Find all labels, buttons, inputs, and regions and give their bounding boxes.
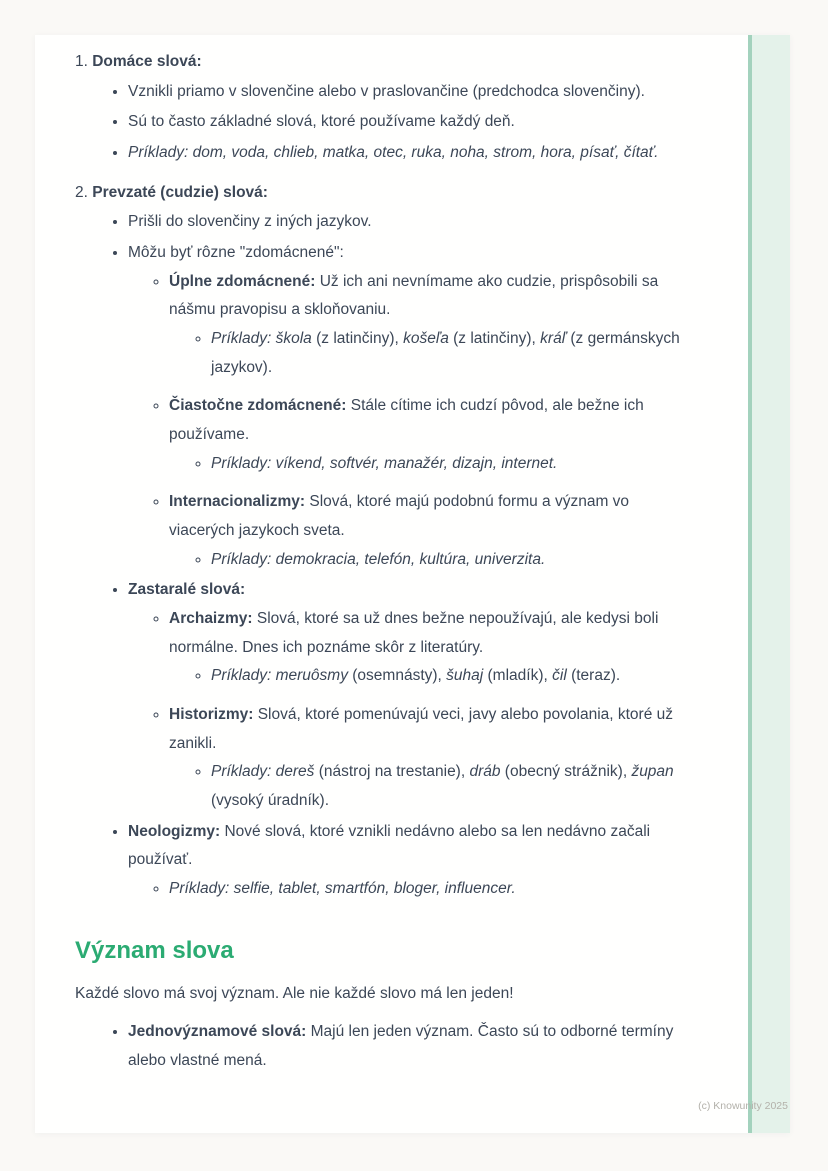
list-item <box>169 392 695 478</box>
list-item <box>211 450 695 479</box>
section-number: 2. <box>75 183 93 201</box>
list-item-text <box>128 1018 695 1075</box>
text-segment: Úplne zdomácnené: <box>169 272 316 290</box>
text-segment: Už ich ani nevnímame ako cudzie, prispôsobili sa nášmu pravopisu a skloňovaniu. <box>169 272 659 319</box>
bullet-list-level-1 <box>75 78 695 168</box>
list-item-text <box>169 605 695 662</box>
document-card <box>35 35 790 1133</box>
list-item-text <box>128 78 695 107</box>
bullet-list-level-3 <box>169 546 695 575</box>
text-segment: (teraz). <box>566 667 621 685</box>
text-segment: šuhaj <box>446 667 484 685</box>
numbered-section <box>75 179 695 904</box>
text-segment: Archaizmy: <box>169 610 253 628</box>
text-segment: (z latinčiny), <box>448 330 541 348</box>
bullet-list-level-3 <box>169 662 695 691</box>
text-segment: Môžu byť rôzne "zdomácnené": <box>128 244 344 262</box>
bullet-list-level-3 <box>169 325 695 382</box>
text-segment: (mladík), <box>483 667 553 685</box>
text-segment: Príklady: škola <box>211 330 312 348</box>
numbered-section <box>75 48 695 168</box>
text-segment: Čiastočne zdomácnené: <box>169 397 347 415</box>
list-item <box>211 758 695 815</box>
text-segment: Príklady: dom, voda, chlieb, matka, otec, ruka, noha, strom, hora, písať, čítať. <box>128 144 659 162</box>
final-list <box>75 1018 695 1075</box>
text-segment: Stále cítime ich cudzí pôvod, ale bežne ich používame. <box>169 397 644 444</box>
list-item-text <box>211 662 695 691</box>
text-segment: Príklady: meruôsmy <box>211 667 348 685</box>
text-segment: kráľ <box>540 330 567 348</box>
bullet-list-level-1 <box>75 208 695 903</box>
bullet-list-level-2 <box>128 268 695 575</box>
bullet-list-level-2 <box>128 605 695 816</box>
text-segment: (nástroj na trestanie), <box>314 763 470 781</box>
text-segment: Príklady: demokracia, telefón, kultúra, univerzita. <box>211 550 546 568</box>
text-segment: dráb <box>469 763 501 781</box>
list-item-text <box>169 392 695 449</box>
list-item-text <box>211 546 695 575</box>
text-segment: Historizmy: <box>169 706 254 724</box>
list-item-text <box>169 875 695 904</box>
text-segment: Slová, ktoré majú podobnú formu a význam vo viacerých jazykoch sveta. <box>169 493 630 540</box>
text-segment: Vznikli priamo v slovenčine alebo v praslovančine (predchodca slovenčiny). <box>128 82 645 100</box>
list-item-text <box>128 139 695 168</box>
list-item <box>128 1018 695 1075</box>
numbered-section-title <box>75 179 695 208</box>
list-item-text <box>211 758 695 815</box>
list-item-text <box>128 818 695 875</box>
list-item-text <box>211 325 695 382</box>
bullet-list-level-2 <box>128 875 695 904</box>
numbered-sections <box>75 48 695 904</box>
list-item-text <box>169 701 695 758</box>
text-segment: (z germánskych jazykov). <box>211 330 680 376</box>
list-item-text <box>128 108 695 137</box>
text-segment: košeľa <box>403 330 449 348</box>
text-segment: (vysoký úradník). <box>211 792 330 810</box>
list-item-text <box>128 239 695 268</box>
list-item-text <box>128 576 695 605</box>
list-item <box>128 78 695 107</box>
text-segment: Jednovýznamové slová: <box>128 1023 307 1041</box>
bullet-list-level-3 <box>169 450 695 479</box>
list-item <box>169 605 695 691</box>
text-segment: Príklady: dereš <box>211 763 315 781</box>
list-item <box>128 108 695 137</box>
text-segment: Majú len jeden význam. Často sú to odborné termíny alebo vlastné mená. <box>128 1023 674 1069</box>
document-content <box>35 35 790 1075</box>
intro-paragraph: Každé slovo má svoj význam. Ale nie každé slovo má len jeden! <box>75 985 514 1003</box>
watermark: (c) Knowunity 2025 <box>698 1100 788 1112</box>
text-segment: (osemnásty), <box>347 667 447 685</box>
list-item-text <box>169 268 695 325</box>
numbered-section-title <box>75 48 695 77</box>
text-segment: Príklady: selfie, tablet, smartfón, bloger, influencer. <box>169 880 516 898</box>
list-item-text <box>169 488 695 545</box>
text-segment: Neologizmy: <box>128 822 221 840</box>
list-item <box>211 662 695 691</box>
list-item <box>128 208 695 237</box>
text-segment: Nové slová, ktoré vznikli nedávno alebo sa len nedávno začali používať. <box>128 822 651 869</box>
text-segment: (z latinčiny), <box>311 330 404 348</box>
list-item-text <box>128 208 695 237</box>
text-segment: Sú to často základné slová, ktoré používame každý deň. <box>128 113 515 131</box>
bullet-list-level-1 <box>75 1018 695 1075</box>
text-segment: Slová, ktoré pomenúvajú veci, javy alebo povolania, ktoré už zanikli. <box>169 706 674 752</box>
text-segment: (obecný strážnik), <box>500 763 632 781</box>
bullet-list-level-3 <box>169 758 695 815</box>
list-item <box>128 139 695 168</box>
list-item <box>169 701 695 816</box>
section-title: Domáce slová: <box>92 53 202 70</box>
list-item <box>128 576 695 815</box>
list-item-text <box>211 450 695 479</box>
list-item <box>211 546 695 575</box>
text-segment: Zastaralé slová: <box>128 581 246 599</box>
section-title: Prevzaté (cudzie) slová: <box>92 183 268 201</box>
text-segment: župan <box>631 763 674 781</box>
text-segment: Slová, ktoré sa už dnes bežne nepoužívajú, ale kedysi boli normálne. Dnes ich poznáme skôr z literatúry. <box>169 610 659 656</box>
section-number: 1. <box>75 53 93 70</box>
text-segment: Príklady: víkend, softvér, manažér, dizajn, internet. <box>211 454 558 472</box>
text-segment: Internacionalizmy: <box>169 493 306 511</box>
text-segment: čil <box>552 667 567 685</box>
list-item <box>128 818 695 904</box>
list-item <box>169 875 695 904</box>
list-item <box>169 488 695 574</box>
section-heading: Význam slova <box>75 936 234 964</box>
list-item <box>128 239 695 574</box>
list-item <box>211 325 695 382</box>
text-segment: Prišli do slovenčiny z iných jazykov. <box>128 213 372 231</box>
list-item <box>169 268 695 383</box>
